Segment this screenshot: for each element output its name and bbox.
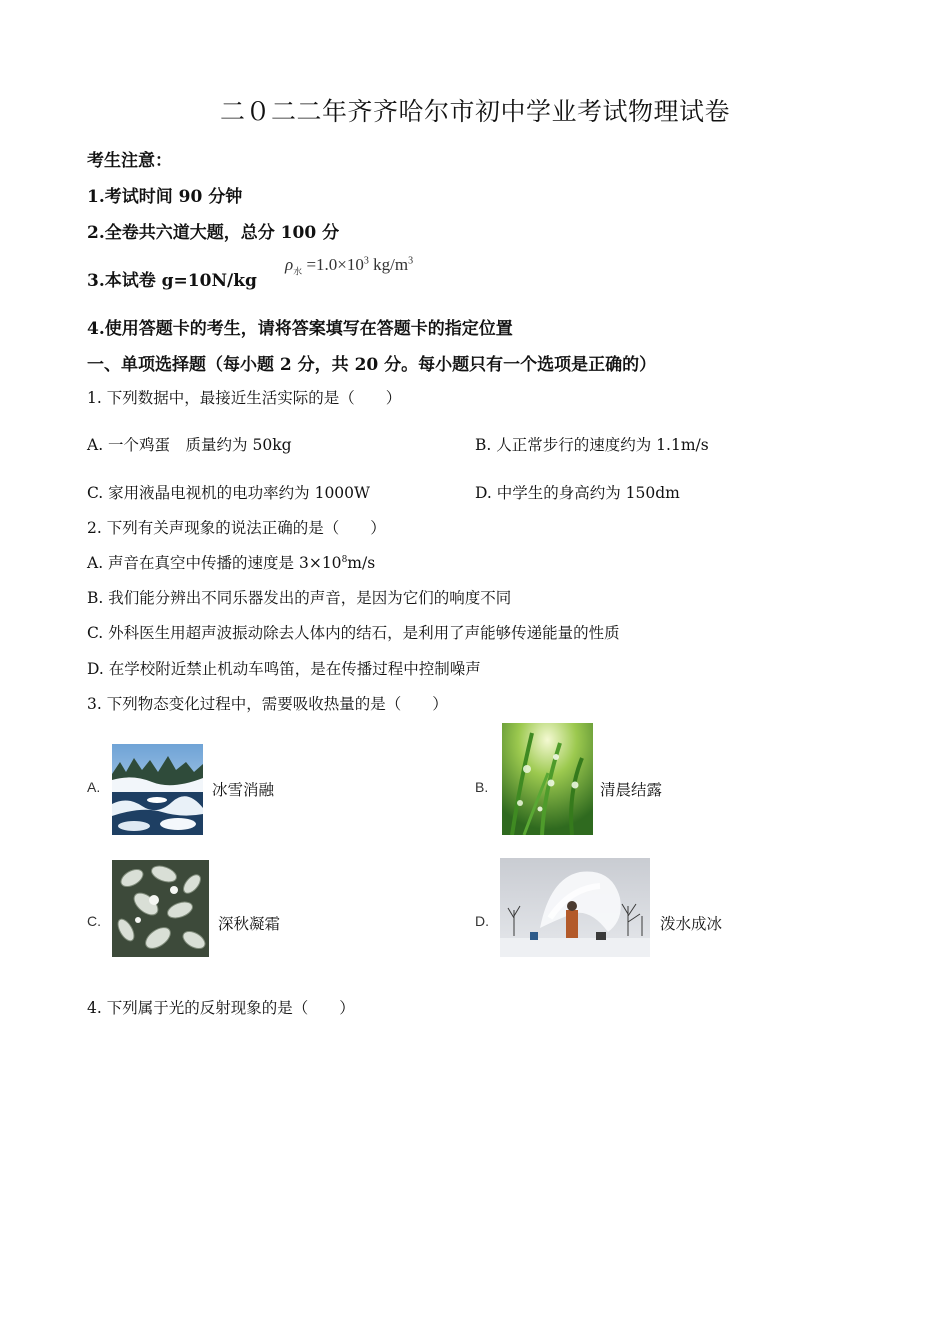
question-2-option-c: C. 外科医生用超声波振动除去人体内的结石，是利用了声能够传递能量的性质 [87,624,620,642]
question-3-stem: 3. 下列物态变化过程中，需要吸收热量的是（ ） [87,695,448,713]
page-title: 二０二二年齐齐哈尔市初中学业考试物理试卷 [219,97,730,126]
question-1-option-a: A. 一个鸡蛋 质量约为 50kg [87,436,292,454]
water-density-formula [285,255,413,277]
morning-dew-image [502,723,593,835]
question-3-option-a-caption: 冰雪消融 [212,781,275,799]
question-2-option-d: D. 在学校附近禁止机动车鸣笛，是在传播过程中控制噪声 [87,660,481,678]
formula-eq: =1.0×10 [306,255,364,274]
question-3-option-b-caption: 清晨结露 [600,781,663,799]
question-2-option-a-exp: 8 [341,554,348,565]
question-4-stem: 4. 下列属于光的反射现象的是（ ） [87,999,355,1017]
question-1-stem: 1. 下列数据中，最接近生活实际的是（ ） [87,389,402,407]
question-3-option-b-label: B. [475,779,489,795]
water-freezing-image [500,858,650,957]
notice-item-2: 2.全卷共六道大题，总分 100 分 [87,223,340,243]
question-3-option-c-caption: 深秋凝霜 [218,915,281,933]
question-3-option-a-label: A. [87,779,101,795]
question-3-option-d-caption: 泼水成冰 [660,915,723,933]
question-1-option-b: B. 人正常步行的速度约为 1.1m/s [475,436,709,454]
question-2-option-a [87,551,375,573]
formula-unit: kg/m [368,255,409,274]
formula-rho: ρ [285,255,294,274]
notice-item-3: 3.本试卷 g=10N/kg [87,271,257,291]
notice-item-4: 4.使用答题卡的考生，请将答案填写在答题卡的指定位置 [87,319,513,339]
question-1-option-d: D. 中学生的身高约为 150dm [475,484,680,502]
autumn-frost-image [112,860,209,957]
section-heading: 一、单项选择题（每小题 2 分，共 20 分。每小题只有一个选项是正确的） [87,355,657,375]
melting-snow-image [112,744,203,835]
question-2-option-a-text: A. 声音在真空中传播的速度是 3×10 [87,554,342,572]
notice-heading: 考生注意： [87,151,172,171]
question-2-option-b: B. 我们能分辨出不同乐器发出的声音，是因为它们的响度不同 [87,589,512,607]
question-3-option-d-label: D. [475,913,489,929]
formula-sub: 水 [293,266,303,277]
formula-unit-exp: 3 [408,255,414,267]
question-3-option-c-label: C. [87,913,101,929]
question-1-option-c: C. 家用液晶电视机的电功率约为 1000W [87,484,370,502]
formula-exp: 3 [363,255,369,267]
question-2-stem: 2. 下列有关声现象的说法正确的是（ ） [87,519,386,537]
notice-item-1: 1.考试时间 90 分钟 [87,187,243,207]
question-2-option-a-unit: m/s [347,554,376,572]
